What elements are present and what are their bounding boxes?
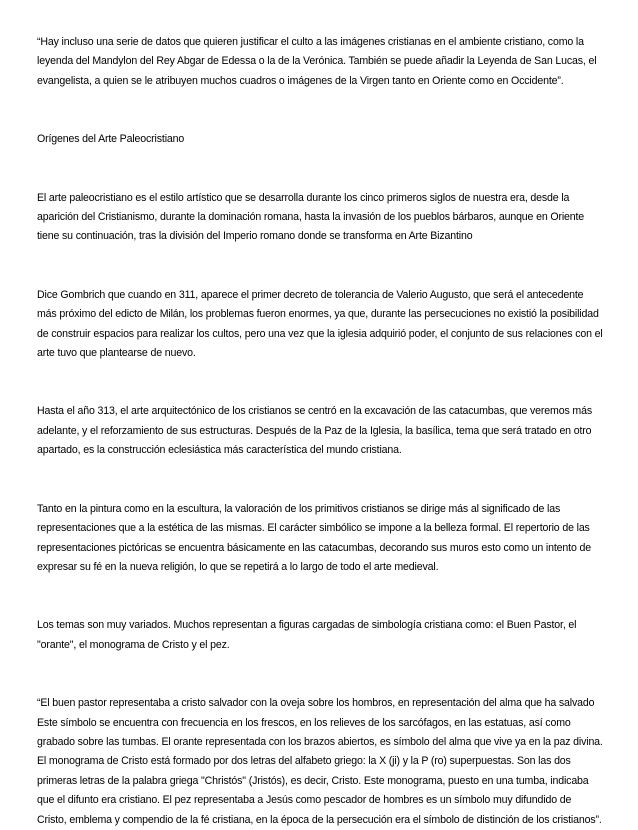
symbols-quote-paragraph: “El buen pastor representaba a cristo salvador con la oveja sobre los hombros, en representación del alma que ha salvado Este símbolo se encuentra con frecuencia en los frescos, en los relieves de los sarcófagos, en las estatuas, así como grabado sobre las tumbas. El orante representada con los brazos abiertos, es símbolo del alma que vive ya en la paz divina. El monograma de Cristo está formado por dos letras del alfabeto griego: la X (ji) y la P (ro) superpuestas. Son las dos primeras letras de la palabra griega "Christós" (Jristós), es decir, Cristo. Este monograma, puesto en una tumba, indicaba que el difunto era cristiano. El pez representaba a Jesús como pescador de hombres es un símbolo muy difundido de Cristo, emblema y compendio de la fé cristiana, en la época de la persecución era el símbolo de distinción de los cristianos”.	[37, 697, 603, 826]
section-heading: Orígenes del Arte Paleocristiano	[37, 133, 185, 146]
document-page	[37, 33, 603, 830]
themes-paragraph: Los temas son muy variados. Muchos representan a figuras cargadas de simbología cristiana como: el Buen Pastor, el "orante", el monograma de Cristo y el pez.	[37, 619, 577, 651]
painting-sculpture-paragraph: Tanto en la pintura como en la escultura, la valoración de los primitivos cristianos se dirige más al significado de las representaciones que a la estética de las mismas. El carácter simbólico se impone a la belleza formal. El repertorio de las representaciones pictóricas se encuentra básicamente en las catacumbas, decorando sus muros esto como un intento de expresar su fé en la nueva religión, lo que se repetirá a lo largo de todo el arte medieval.	[37, 502, 591, 573]
gombrich-paragraph: Dice Gombrich que cuando en 311, aparece el primer decreto de tolerancia de Valerio Augusto, que será el antecedente más próximo del edicto de Milán, los problemas fueron enormes, ya que, durante las persecuciones no existió la posibilidad de construir espacios para realizar los cultos, pero una vez que la iglesia adquirió poder, el conjunto de sus relaciones con el arte tuvo que plantearse de nuevo.	[37, 288, 603, 360]
intro-quote-paragraph: “Hay incluso una serie de datos que quieren justificar el culto a las imágenes cristianas en el ambiente cristiano, como la leyenda del Mandylon del Rey Abgar de Edessa o la de la Verónica. También se puede añadir la Leyenda de San Lucas, el evangelista, a quien se le atribuyen muchos cuadros o imágenes de la Virgen tanto en Oriente como en Occidente”.	[37, 36, 597, 87]
architecture-paragraph: Hasta el año 313, el arte arquitectónico de los cristianos se centró en la excavación de las catacumbas, que veremos más adelante, y el reforzamiento de sus estructuras. Después de la Paz de la Iglesia, la basílica, tema que será tratado en otro apartado, es la construcción eclesiástica más característica del mundo cristiana.	[37, 405, 592, 457]
definition-paragraph: El arte paleocristiano es el estilo artístico que se desarrolla durante los cinco primeros siglos de nuestra era, desde la aparición del Cristianismo, durante la dominación romana, hasta la invasión de los pueblos bárbaros, aunque en Oriente tiene su continuación, tras la división del Imperio romano donde se transforma en Arte Bizantino	[37, 191, 585, 243]
